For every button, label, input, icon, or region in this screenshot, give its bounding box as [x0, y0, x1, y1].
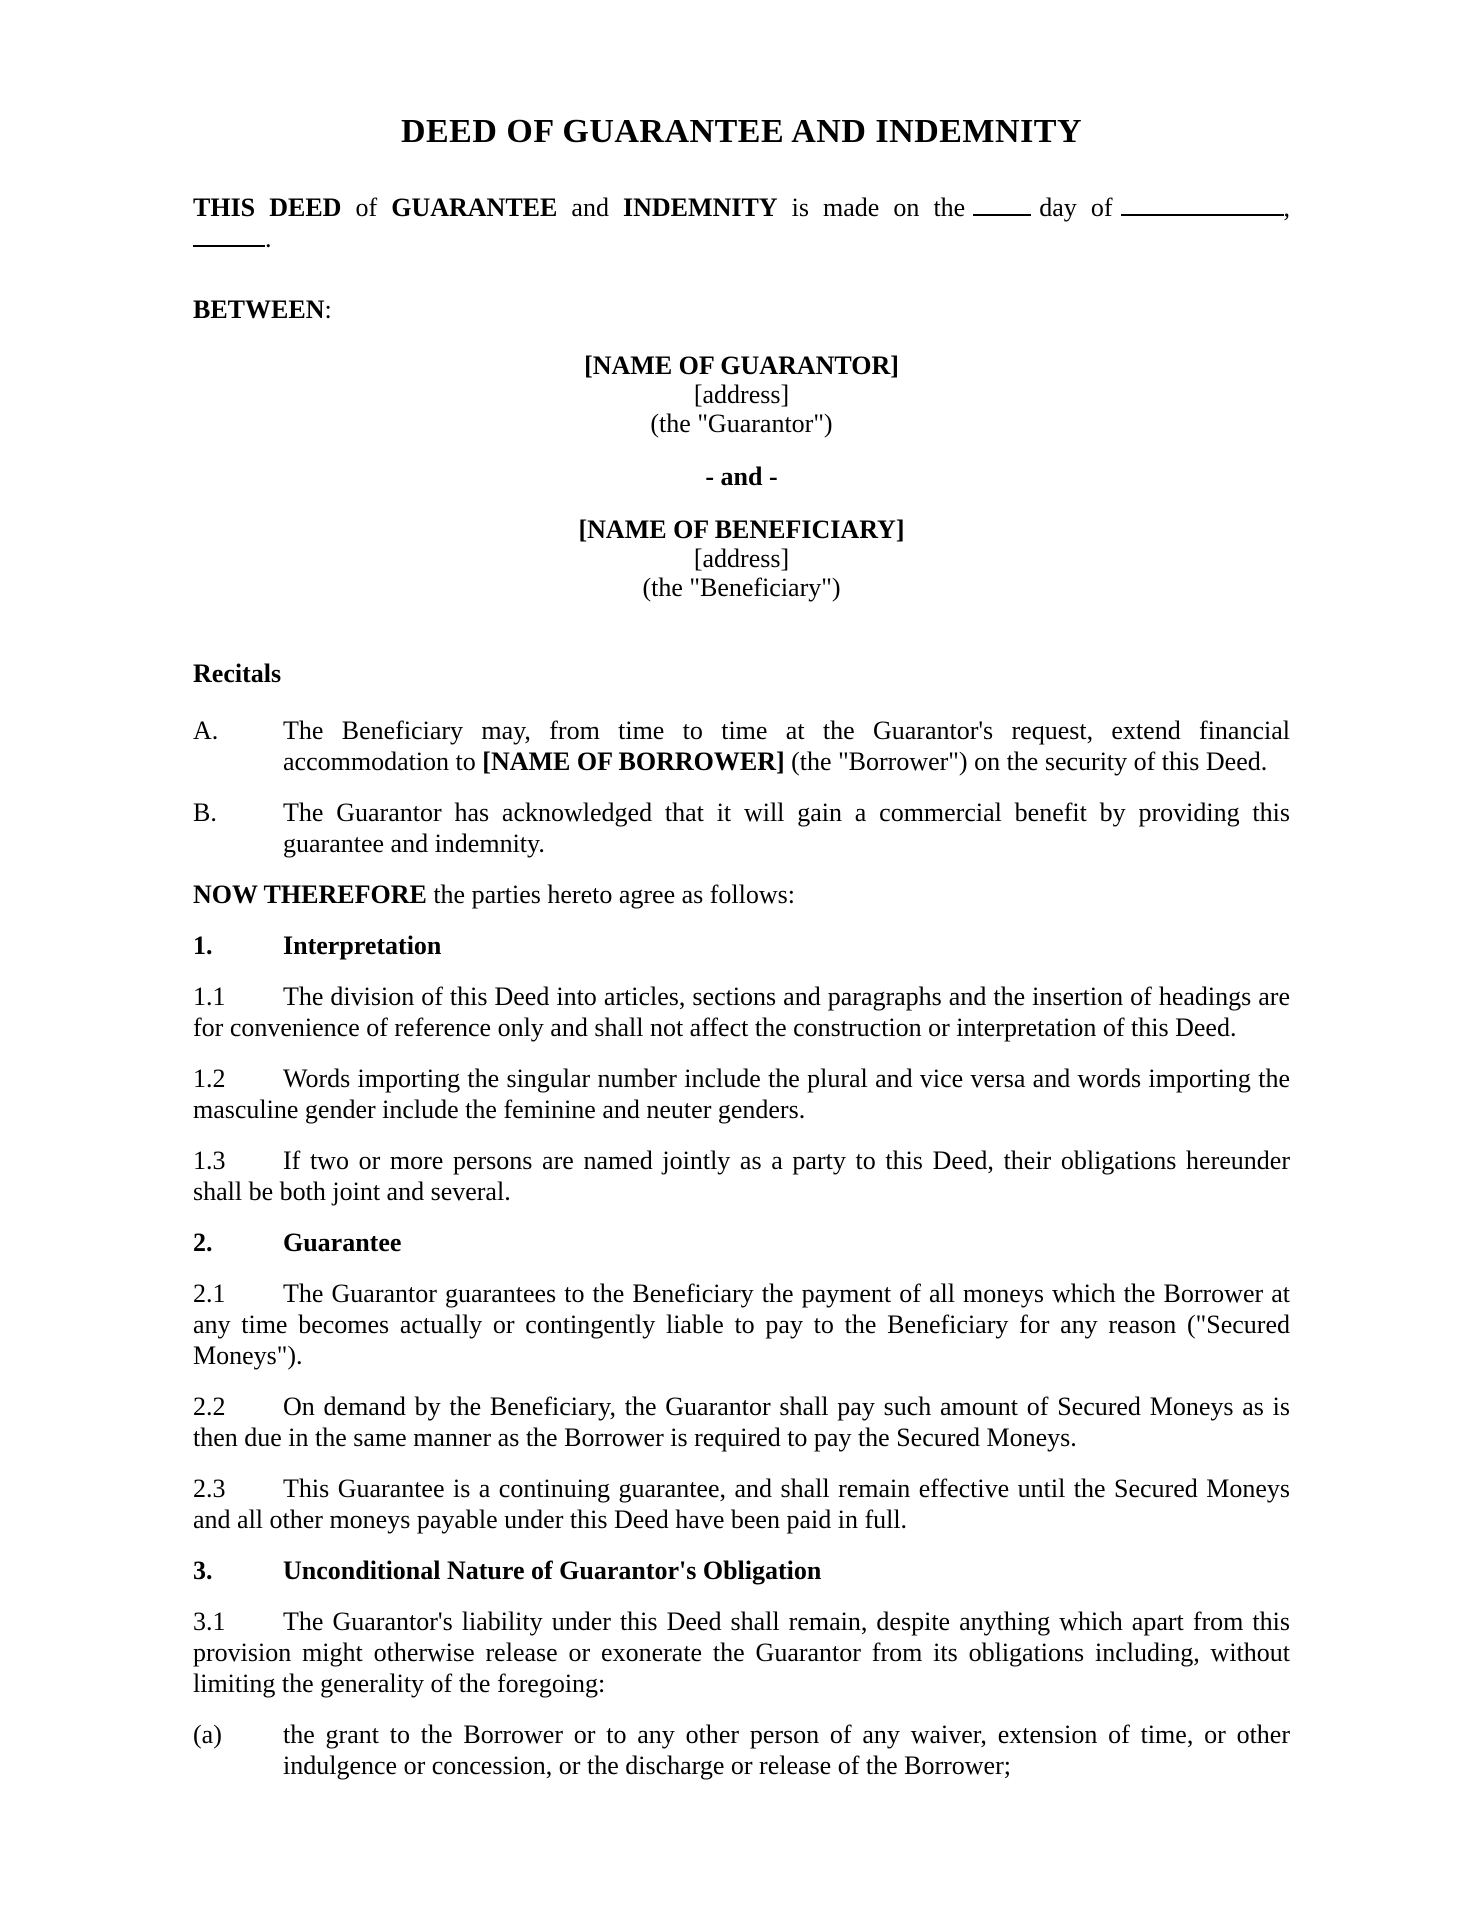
month-blank-line — [1121, 211, 1284, 216]
intro-made-on: is made on the — [777, 193, 966, 222]
clause-3-1-a-label: (a) — [193, 1720, 222, 1749]
section-3-number: 3. — [193, 1556, 213, 1585]
section-2-title: Guarantee — [283, 1228, 402, 1257]
section-2-number: 2. — [193, 1228, 213, 1257]
now-therefore-lead: NOW THEREFORE — [193, 880, 427, 909]
recital-a — [193, 715, 1290, 777]
borrower-name-placeholder: [NAME OF BORROWER] — [482, 747, 785, 776]
intro-this-deed: THIS DEED — [193, 193, 342, 222]
day-blank-line — [973, 211, 1031, 216]
clause-2-3-text: This Guarantee is a continuing guarantee, and shall remain effective until the Secured Moneys and all other moneys payable under this Deed have been paid in full. — [193, 1474, 1290, 1534]
clause-2-2-text: On demand by the Beneficiary, the Guarantor shall pay such amount of Secured Moneys as is then due in the same manner as the Borrower is required to pay the Secured Moneys. — [193, 1392, 1290, 1452]
intro-clause — [193, 192, 1290, 254]
recital-a-text-before: The Beneficiary may, from time to time at the Guarantor's request, extend financial accommodation to — [283, 716, 1290, 776]
section-3-title: Unconditional Nature of Guarantor's Obligation — [283, 1556, 822, 1585]
clause-1-3-text: If two or more persons are named jointly as a party to this Deed, their obligations hereunder shall be both joint and several. — [193, 1146, 1290, 1206]
section-heading-3 — [193, 1555, 1290, 1586]
intro-comma: , — [1283, 193, 1290, 222]
guarantor-address: [address] — [693, 380, 790, 409]
intro-indemnity: INDEMNITY — [623, 193, 778, 222]
clause-1-1-number: 1.1 — [193, 982, 226, 1011]
parties-separator: - and - — [705, 462, 778, 491]
clause-1-2-text: Words importing the singular number include the plural and vice versa and words importing the masculine gender include the feminine and neuter genders. — [193, 1064, 1290, 1124]
intro-period: . — [265, 224, 272, 253]
clause-3-1-text: The Guarantor's liability under this Deed shall remain, despite anything which apart from this provision might otherwise release or exonerate the Guarantor from its obligations including, without limiting the generality of the foregoing: — [193, 1607, 1290, 1698]
beneficiary-alias: (the "Beneficiary") — [642, 573, 841, 602]
guarantor-alias: (the "Guarantor") — [650, 409, 833, 438]
guarantor-name: [NAME OF GUARANTOR] — [584, 351, 899, 380]
intro-of: of — [341, 193, 392, 222]
clause-1-3 — [193, 1145, 1290, 1207]
clause-2-3-number: 2.3 — [193, 1474, 226, 1503]
recital-a-label: A. — [193, 716, 219, 745]
clause-3-1-number: 3.1 — [193, 1607, 226, 1636]
section-1-number: 1. — [193, 931, 213, 960]
clause-2-2-number: 2.2 — [193, 1392, 226, 1421]
between-label — [193, 294, 1290, 325]
intro-clause-line-2 — [193, 223, 1290, 254]
clause-3-1-a — [193, 1719, 1290, 1781]
clause-1-1 — [193, 981, 1290, 1043]
clause-1-2 — [193, 1063, 1290, 1125]
clause-1-1-text: The division of this Deed into articles, sections and paragraphs and the insertion of headings are for convenience of reference only and shall not affect the construction or interpretation of this Deed. — [193, 982, 1290, 1042]
clause-2-1-number: 2.1 — [193, 1279, 226, 1308]
document-title: DEED OF GUARANTEE AND INDEMNITY — [400, 113, 1083, 150]
between-word: BETWEEN — [193, 295, 325, 324]
intro-day-of: day of — [1039, 193, 1113, 222]
section-heading-2 — [193, 1227, 1290, 1258]
now-therefore-clause — [193, 879, 1290, 910]
between-colon: : — [324, 295, 332, 324]
clause-2-1 — [193, 1278, 1290, 1371]
intro-and: and — [557, 193, 624, 222]
recital-a-text-after: (the "Borrower") on the security of this Deed. — [784, 747, 1268, 776]
parties-block — [193, 351, 1290, 602]
recital-b-label: B. — [193, 798, 217, 827]
intro-guarantee: GUARANTEE — [391, 193, 558, 222]
recital-b-text: The Guarantor has acknowledged that it will gain a commercial benefit by providing this guarantee and indemnity. — [283, 798, 1290, 858]
beneficiary-address: [address] — [693, 544, 790, 573]
year-blank-line — [193, 242, 265, 247]
recitals-heading: Recitals — [193, 659, 282, 688]
clause-2-3 — [193, 1473, 1290, 1535]
clause-3-1 — [193, 1606, 1290, 1699]
clause-2-1-text: The Guarantor guarantees to the Beneficiary the payment of all moneys which the Borrower at any time becomes actually or contingently liable to pay to the Beneficiary for any reason ("Secured Moneys"). — [193, 1279, 1290, 1370]
clause-1-2-number: 1.2 — [193, 1064, 226, 1093]
recital-b — [193, 797, 1290, 859]
clause-2-2 — [193, 1391, 1290, 1453]
intro-clause-line-1 — [193, 192, 1290, 223]
clause-3-1-a-text: the grant to the Borrower or to any other person of any waiver, extension of time, or other indulgence or concession, or the discharge or release of the Borrower; — [283, 1720, 1290, 1780]
beneficiary-name: [NAME OF BENEFICIARY] — [578, 515, 905, 544]
clause-1-3-number: 1.3 — [193, 1146, 226, 1175]
section-heading-1 — [193, 930, 1290, 961]
section-1-title: Interpretation — [283, 931, 442, 960]
now-therefore-rest: the parties hereto agree as follows: — [426, 880, 796, 909]
